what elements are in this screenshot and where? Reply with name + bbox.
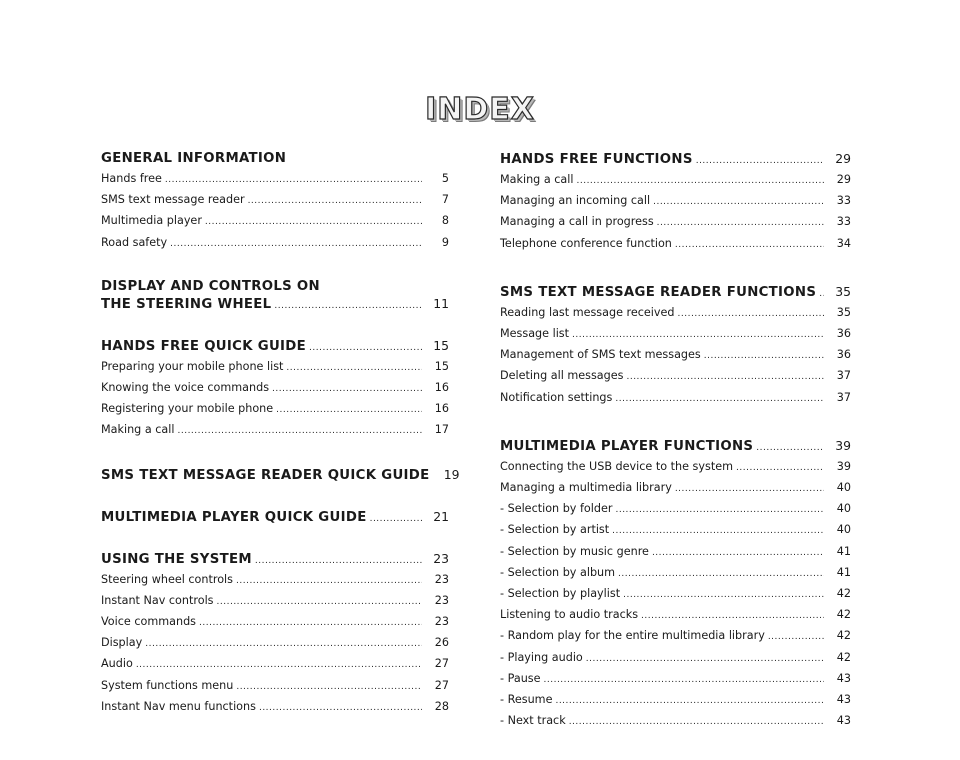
dot-leader <box>623 586 824 605</box>
dot-leader <box>736 459 824 478</box>
index-entry[interactable] <box>500 170 851 191</box>
entry-text: - Selection by folder <box>500 502 613 516</box>
dot-leader <box>370 511 422 528</box>
entry-page-number: 41 <box>836 544 851 558</box>
dot-leader <box>768 628 824 647</box>
section-heading-line: DISPLAY AND CONTROLS ON <box>101 278 320 294</box>
dot-leader <box>657 214 824 233</box>
entry-text: Telephone conference function <box>500 236 672 250</box>
dot-leader <box>704 347 824 366</box>
index-entry[interactable] <box>500 499 851 520</box>
entry-text: Knowing the voice commands <box>101 381 270 395</box>
dot-leader <box>145 635 422 654</box>
entry-page-number: 43 <box>836 714 851 728</box>
dot-leader <box>236 678 422 697</box>
dot-leader <box>641 607 824 626</box>
entry-text: Managing a multimedia library <box>500 481 672 495</box>
entry-text: Hands free <box>101 172 162 185</box>
dot-leader <box>756 440 824 457</box>
entry-text: Managing an incoming call <box>500 194 651 208</box>
entry-text: Deleting all messages <box>500 369 624 383</box>
entry-page-number: 40 <box>836 481 851 495</box>
index-entry[interactable] <box>500 212 851 233</box>
section-page-number: 23 <box>433 550 449 566</box>
entry-text: - Selection by album <box>500 565 616 579</box>
dot-leader <box>615 390 824 409</box>
entry-page-number: 40 <box>836 523 851 537</box>
index-section <box>101 337 449 442</box>
entry-page-number: 7 <box>441 193 449 207</box>
section-heading-text: HANDS FREE FUNCTIONS <box>500 152 693 167</box>
entry-text: - Selection by playlist <box>500 587 621 601</box>
section-page-number: 15 <box>433 337 449 353</box>
entry-page-number: 29 <box>836 173 851 186</box>
index-section <box>101 150 449 254</box>
entry-page-number: 33 <box>836 215 851 229</box>
index-entry[interactable] <box>500 234 851 255</box>
index-entry[interactable] <box>500 520 851 541</box>
index-entry[interactable] <box>500 542 851 563</box>
entry-text: - Next track <box>500 714 566 728</box>
index-section <box>101 508 449 528</box>
section-heading-text: SMS TEXT MESSAGE READER FUNCTIONS <box>500 284 817 300</box>
entry-text: System functions menu <box>101 678 234 692</box>
section-heading[interactable] <box>101 550 449 570</box>
entry-page-number: 27 <box>434 678 449 692</box>
section-heading[interactable] <box>101 466 460 486</box>
section-heading[interactable] <box>101 508 449 528</box>
section-heading[interactable] <box>500 437 851 457</box>
entry-page-number: 23 <box>434 572 449 586</box>
entry-page-number: 34 <box>836 236 851 250</box>
entry-page-number: 39 <box>836 459 851 473</box>
index-entry[interactable] <box>500 366 851 387</box>
entry-page-number: 16 <box>434 381 449 395</box>
entry-text: - Random play for the entire multimedia library <box>500 629 765 643</box>
entry-text: Management of SMS text messages <box>500 348 701 362</box>
index-entry[interactable] <box>101 633 449 654</box>
entry-text: Multimedia player <box>101 214 202 228</box>
section-heading-text: SMS TEXT MESSAGE READER QUICK GUIDE <box>101 467 430 483</box>
index-section <box>500 283 851 409</box>
entry-page-number: 41 <box>836 565 851 579</box>
section-heading[interactable] <box>500 283 851 303</box>
index-entry[interactable] <box>500 690 851 711</box>
section-heading[interactable] <box>101 295 449 315</box>
entry-text: Listening to audio tracks <box>500 608 639 622</box>
entry-page-number: 8 <box>441 214 449 228</box>
entry-page-number: 37 <box>836 390 851 404</box>
entry-page-number: 16 <box>434 402 449 416</box>
index-entry[interactable] <box>101 190 449 211</box>
section-heading-text: HANDS FREE QUICK GUIDE <box>101 338 307 354</box>
index-entry[interactable] <box>500 191 851 212</box>
index-entry[interactable] <box>500 478 851 499</box>
section-heading-wrap <box>101 278 449 295</box>
section-page-number: 29 <box>835 151 851 166</box>
dot-leader <box>259 699 422 718</box>
index-section <box>101 466 460 486</box>
dot-leader <box>618 565 824 584</box>
index-section <box>500 437 851 733</box>
dot-leader <box>678 305 824 324</box>
entry-text: Display <box>101 636 143 650</box>
dot-leader <box>819 286 824 303</box>
index-entry[interactable] <box>500 324 851 345</box>
index-entry[interactable] <box>500 563 851 584</box>
index-entry[interactable] <box>101 211 449 232</box>
section-heading-text: USING THE SYSTEM <box>101 551 252 567</box>
index-entry[interactable] <box>101 233 449 254</box>
index-entry[interactable] <box>500 669 851 690</box>
entry-text: Steering wheel controls <box>101 572 233 586</box>
dot-leader <box>544 671 825 690</box>
section-heading[interactable] <box>101 150 449 169</box>
dot-leader <box>586 650 824 669</box>
entry-page-number: 15 <box>434 359 449 373</box>
section-heading-text: MULTIMEDIA PLAYER QUICK GUIDE <box>101 509 367 525</box>
index-entry[interactable] <box>101 378 449 399</box>
dot-leader <box>652 544 824 563</box>
section-page-number: 35 <box>835 283 851 299</box>
index-entry[interactable] <box>500 303 851 324</box>
index-entry[interactable] <box>500 345 851 366</box>
entry-text: Notification settings <box>500 390 613 404</box>
section-heading-text: THE STEERING WHEEL <box>101 296 272 312</box>
index-entry[interactable] <box>101 357 449 378</box>
index-entry[interactable] <box>101 169 449 190</box>
dot-leader <box>612 522 824 541</box>
entry-text: - Selection by artist <box>500 523 610 537</box>
index-entry[interactable] <box>101 612 449 633</box>
page-title: INDEX <box>425 92 535 127</box>
index-entry[interactable] <box>500 457 851 478</box>
dot-leader <box>276 401 422 420</box>
entry-page-number: 42 <box>836 587 851 601</box>
index-right-column <box>500 150 851 760</box>
index-entry[interactable] <box>500 584 851 605</box>
entry-page-number: 5 <box>441 172 449 185</box>
entry-page-number: 42 <box>836 650 851 664</box>
entry-text: Instant Nav menu functions <box>101 699 256 713</box>
section-heading[interactable] <box>101 337 449 357</box>
entry-text: Instant Nav controls <box>101 593 214 607</box>
dot-leader <box>199 614 422 633</box>
index-section <box>101 550 449 718</box>
dot-leader <box>675 236 824 255</box>
dot-leader <box>569 713 824 732</box>
index-entry[interactable] <box>101 654 449 675</box>
index-entry[interactable] <box>101 697 449 718</box>
dot-leader <box>286 359 422 378</box>
entry-text: Audio <box>101 657 133 671</box>
entry-page-number: 9 <box>441 235 449 249</box>
entry-page-number: 17 <box>434 423 449 437</box>
dot-leader <box>572 326 824 345</box>
entry-text: - Pause <box>500 671 541 685</box>
entry-text: Making a call <box>500 173 574 186</box>
entry-text: - Resume <box>500 693 553 707</box>
dot-leader <box>309 340 422 357</box>
dot-leader <box>217 593 422 612</box>
index-entry[interactable] <box>500 388 851 409</box>
entry-page-number: 43 <box>836 671 851 685</box>
section-heading-text: GENERAL INFORMATION <box>101 151 287 166</box>
entry-page-number: 23 <box>434 593 449 607</box>
entry-text: - Playing audio <box>500 650 583 664</box>
index-entry[interactable] <box>500 605 851 626</box>
index-entry[interactable] <box>101 676 449 697</box>
entry-text: Preparing your mobile phone list <box>101 359 284 373</box>
entry-page-number: 43 <box>836 693 851 707</box>
index-entry[interactable] <box>101 570 449 591</box>
entry-page-number: 28 <box>434 699 449 713</box>
dot-leader <box>615 501 824 520</box>
dot-leader <box>576 172 824 191</box>
index-entry[interactable] <box>101 399 449 420</box>
entry-page-number: 33 <box>836 194 851 208</box>
index-left-column <box>101 150 460 742</box>
dot-leader <box>248 192 422 211</box>
dot-leader <box>675 480 824 499</box>
dot-leader <box>236 572 422 591</box>
entry-text: Message list <box>500 327 570 341</box>
section-page-number: 21 <box>433 508 449 524</box>
index-section <box>101 278 449 315</box>
entry-page-number: 42 <box>836 629 851 643</box>
dot-leader <box>555 692 824 711</box>
entry-text: Reading last message received <box>500 305 675 319</box>
dot-leader <box>626 368 824 387</box>
entry-page-number: 27 <box>434 657 449 671</box>
dot-leader <box>205 213 422 232</box>
dot-leader <box>272 380 422 399</box>
section-page-number: 19 <box>443 466 460 482</box>
entry-page-number: 40 <box>836 502 851 516</box>
entry-text: Registering your mobile phone <box>101 402 274 416</box>
dot-leader <box>136 656 422 675</box>
entry-page-number: 35 <box>836 305 851 319</box>
entry-text: Managing a call in progress <box>500 215 654 229</box>
entry-text: Making a call <box>101 423 175 437</box>
entry-page-number: 26 <box>434 636 449 650</box>
index-entry[interactable] <box>101 420 449 441</box>
section-page-number: 39 <box>835 437 851 453</box>
dot-leader <box>274 298 422 315</box>
entry-text: Connecting the USB device to the system <box>500 459 734 473</box>
dot-leader <box>165 171 422 190</box>
dot-leader <box>696 153 824 170</box>
dot-leader <box>170 235 422 254</box>
section-heading[interactable] <box>500 150 851 170</box>
section-heading-text: MULTIMEDIA PLAYER FUNCTIONS <box>500 438 754 454</box>
entry-page-number: 37 <box>836 369 851 383</box>
entry-text: - Selection by music genre <box>500 544 649 558</box>
index-entry[interactable] <box>101 591 449 612</box>
dot-leader <box>653 193 824 212</box>
entry-text: SMS text message reader <box>101 193 245 207</box>
index-entry[interactable] <box>500 626 851 647</box>
dot-leader <box>177 422 422 441</box>
entry-page-number: 36 <box>836 327 851 341</box>
dot-leader <box>255 553 422 570</box>
entry-page-number: 23 <box>434 615 449 629</box>
index-section <box>500 150 851 255</box>
index-entry[interactable] <box>500 648 851 669</box>
section-page-number: 11 <box>433 295 449 311</box>
entry-text: Road safety <box>101 235 168 249</box>
entry-page-number: 36 <box>836 348 851 362</box>
entry-page-number: 42 <box>836 608 851 622</box>
entry-text: Voice commands <box>101 615 196 629</box>
index-entry[interactable] <box>500 711 851 732</box>
